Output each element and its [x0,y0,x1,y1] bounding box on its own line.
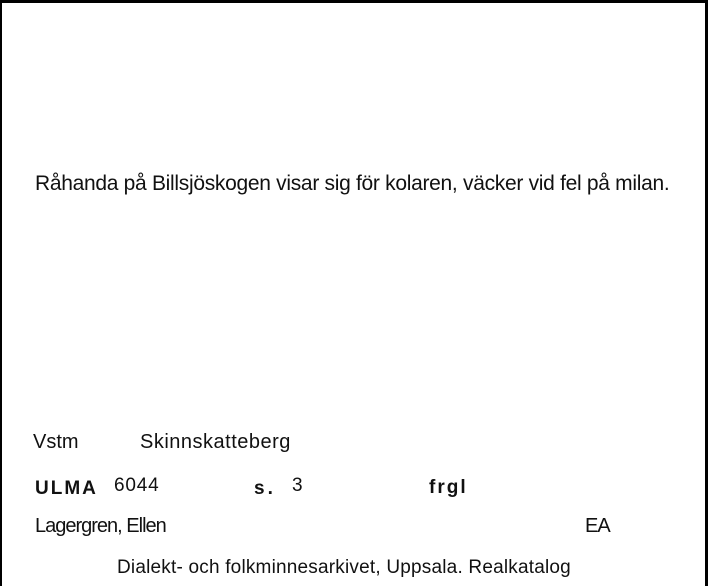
page-label: s. [254,478,276,499]
record-type: frgl [429,477,468,498]
archive-code: ULMA [35,478,98,499]
recorder-name: Lagergren, Ellen [35,515,166,537]
card-description: Råhanda på Billsjöskogen visar sig för kolaren, väcker vid fel på milan. [35,172,670,195]
recorder-initials: EA [585,515,610,537]
province-code: Vstm [33,431,79,453]
accession-number: 6044 [114,475,160,496]
archive-footer: Dialekt- och folkminnesarkivet, Uppsala. Realkatalog [117,557,571,578]
parish-name: Skinnskatteberg [140,431,291,453]
page-number: 3 [292,475,303,496]
